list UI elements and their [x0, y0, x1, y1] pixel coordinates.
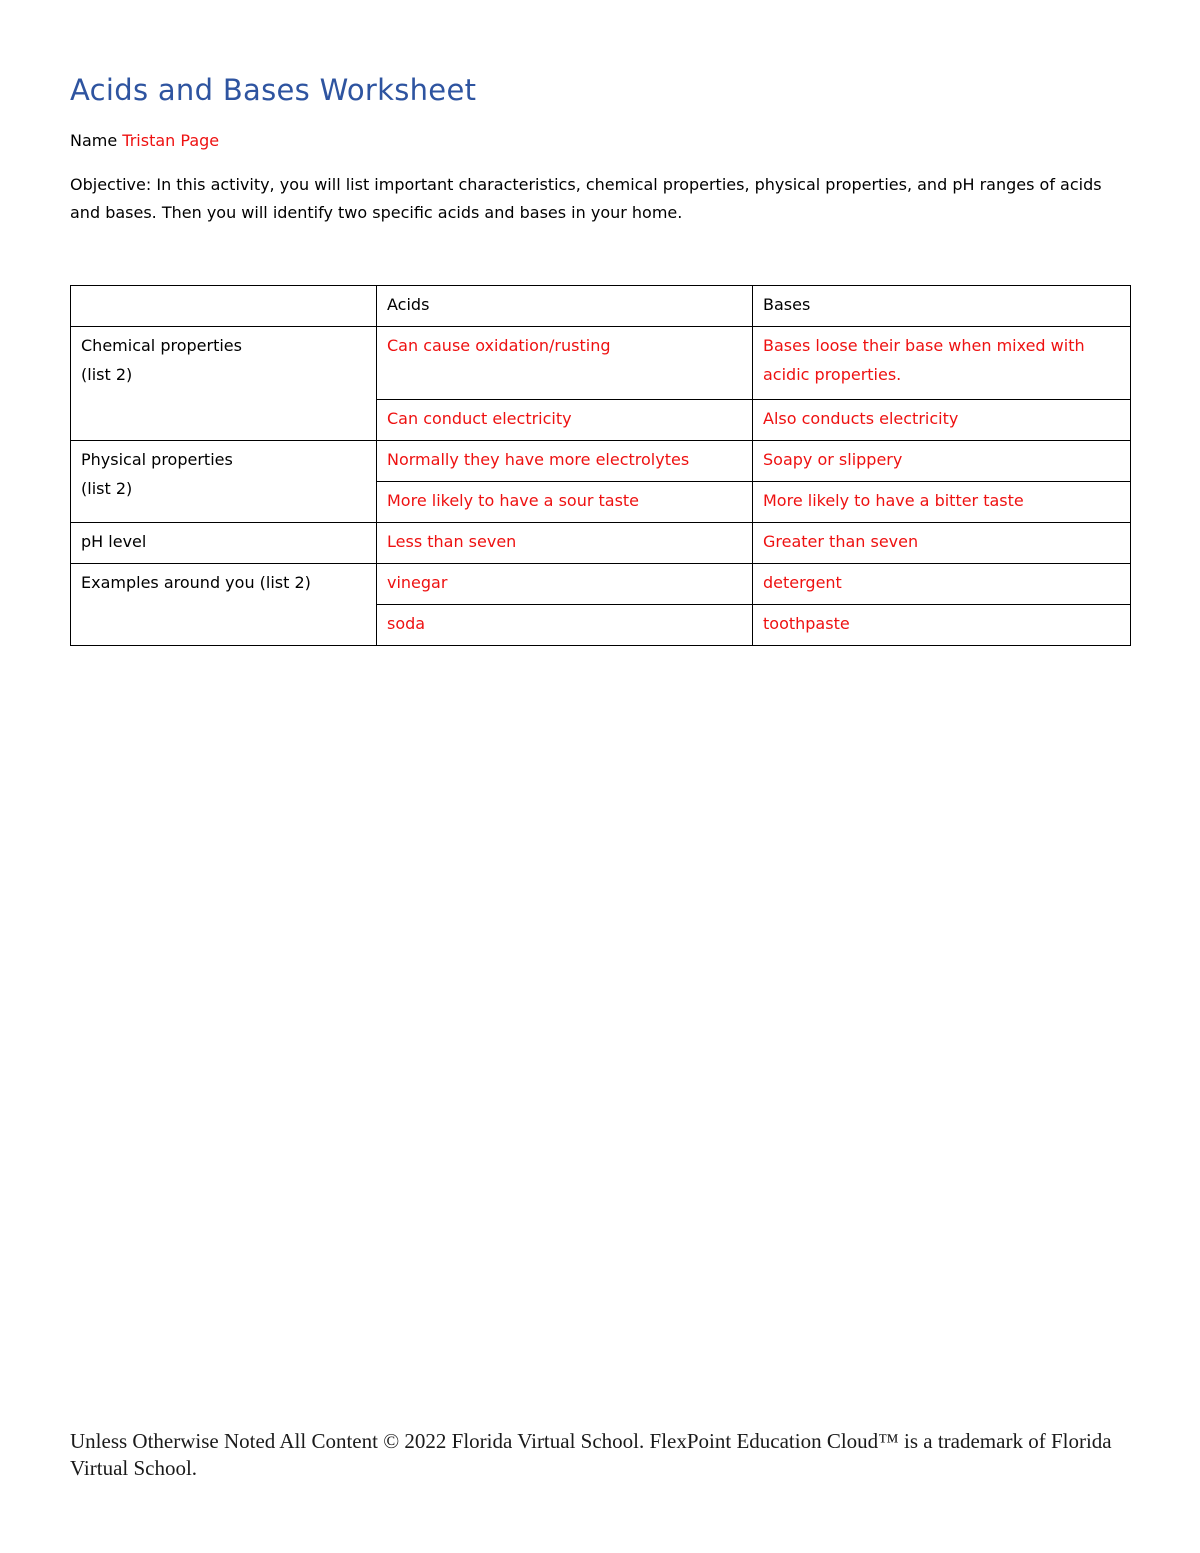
name-line [70, 128, 219, 154]
acid-answer-cell[interactable]: Less than seven [377, 523, 753, 564]
base-answer-cell[interactable]: Greater than seven [753, 523, 1131, 564]
acid-answer-cell[interactable]: Normally they have more electrolytes [377, 441, 753, 482]
base-answer-cell[interactable]: Also conducts electricity [753, 400, 1131, 441]
row-label-physical-properties [71, 441, 377, 523]
page-title: Acids and Bases Worksheet [70, 73, 477, 107]
table-row [71, 564, 1131, 605]
table-header-row [71, 286, 1131, 327]
base-answer-cell[interactable]: Soapy or slippery [753, 441, 1131, 482]
table-row [71, 327, 1131, 400]
base-answer-cell[interactable]: detergent [753, 564, 1131, 605]
acid-answer-cell[interactable]: soda [377, 605, 753, 646]
acid-answer-cell[interactable]: More likely to have a sour taste [377, 482, 753, 523]
row-label-text: Physical properties [81, 450, 233, 469]
base-answer-cell[interactable]: More likely to have a bitter taste [753, 482, 1131, 523]
header-cell-acids: Acids [377, 286, 753, 327]
objective-label: Objective: [70, 175, 152, 194]
row-label-examples: Examples around you (list 2) [71, 564, 377, 646]
copyright-footer: Unless Otherwise Noted All Content © 2022 Florida Virtual School. FlexPoint Education Cloud™ is a trademark of Florida Virtual School. [70, 1429, 1112, 1480]
acid-answer-cell[interactable]: Can cause oxidation/rusting [377, 327, 753, 400]
row-label-chemical-properties [71, 327, 377, 441]
table-row [71, 523, 1131, 564]
base-answer-cell[interactable]: toothpaste [753, 605, 1131, 646]
row-label-ph-level: pH level [71, 523, 377, 564]
acid-answer-cell[interactable]: Can conduct electricity [377, 400, 753, 441]
student-name: Tristan Page [122, 131, 220, 150]
name-label: Name [70, 131, 118, 150]
row-label-text: Chemical properties [81, 336, 242, 355]
table-row [71, 441, 1131, 482]
row-label-subtext: (list 2) [81, 365, 133, 384]
header-cell-blank [71, 286, 377, 327]
worksheet-table [70, 285, 1131, 646]
base-answer-cell[interactable]: Bases loose their base when mixed with acidic properties. [753, 327, 1131, 400]
header-cell-bases: Bases [753, 286, 1131, 327]
objective-paragraph [70, 171, 1130, 227]
acid-answer-cell[interactable]: vinegar [377, 564, 753, 605]
row-label-subtext: (list 2) [81, 479, 133, 498]
objective-text: In this activity, you will list important characteristics, chemical properties, physical properties, and pH ranges of acids and bases. Then you will identify two specific acids and bases in your home. [70, 175, 1102, 222]
